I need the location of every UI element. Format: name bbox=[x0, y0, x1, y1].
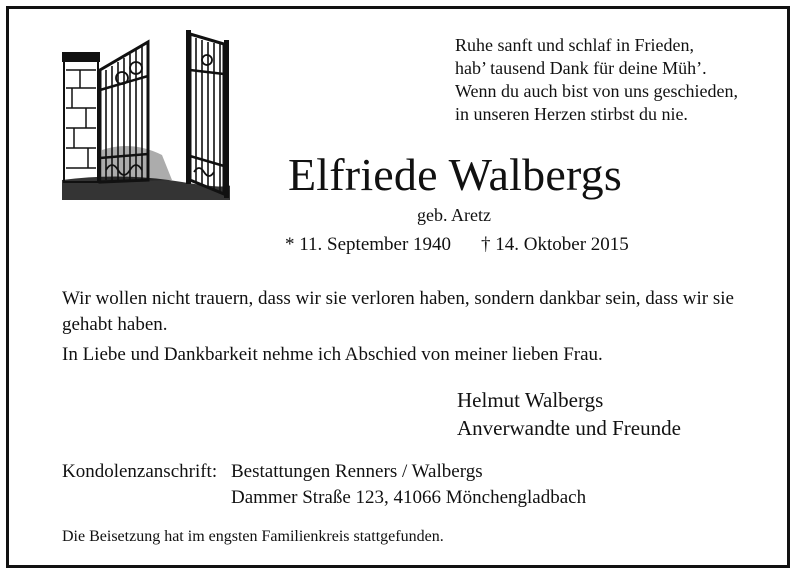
signatures bbox=[457, 386, 681, 442]
born-name: geb. Aretz bbox=[417, 205, 491, 225]
signature-line: Anverwandte und Freunde bbox=[457, 416, 681, 440]
condolence-address-line1: Bestattungen Renners / Walbergs bbox=[231, 461, 483, 482]
birth-date: * 11. September 1940 bbox=[285, 234, 452, 255]
poem-line: hab’ tausend Dank für deine Müh’. bbox=[455, 58, 707, 78]
poem-line: Wenn du auch bist von uns geschieden, bbox=[455, 81, 738, 101]
condolence-address-line2: Dammer Straße 123, 41066 Mönchengladbach bbox=[231, 487, 587, 508]
signature-line: Helmut Walbergs bbox=[457, 388, 604, 412]
poem bbox=[455, 34, 738, 126]
life-dates bbox=[285, 233, 629, 257]
condolence-label: Kondolenzanschrift: bbox=[62, 461, 218, 482]
poem-line: in unseren Herzen stirbst du nie. bbox=[455, 104, 688, 124]
body-paragraph-1: Wir wollen nicht trauern, dass wir sie verloren haben, sondern dankbar sein, dass wir sie gehabt haben. bbox=[62, 288, 734, 335]
open-gate-icon bbox=[62, 30, 230, 200]
deceased-name: Elfriede Walbergs bbox=[288, 149, 622, 200]
death-date: † 14. Oktober 2015 bbox=[481, 234, 629, 255]
burial-note: Die Beisetzung hat im engsten Familienkreis stattgefunden. bbox=[62, 528, 444, 545]
body-paragraph-2: In Liebe und Dankbarkeit nehme ich Abschied von meiner lieben Frau. bbox=[62, 344, 603, 365]
poem-line: Ruhe sanft und schlaf in Frieden, bbox=[455, 35, 694, 55]
